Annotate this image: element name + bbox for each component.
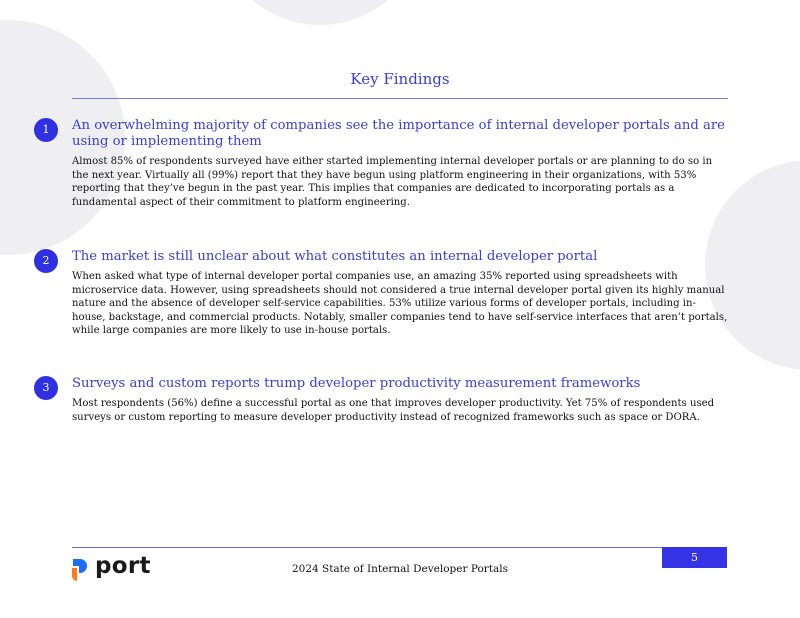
finding-heading: The market is still unclear about what constitutes an internal developer portal [72,249,598,264]
finding-1 [42,118,728,209]
finding-number-badge: 3 [34,376,58,400]
title-divider [72,98,728,99]
footer-document-title: 2024 State of Internal Developer Portals [291,563,509,575]
finding-body: When asked what type of internal developer portal companies use, an amazing 35% reported using spreadsheets with microservice data. However, using spreadsheets should not considered a true internal developer portal given its highly manual nature and the absence of developer self-service capabilities. 53% utilize various forms of developer portals, including in-house, backstage, and commercial products. Notably, smaller companies tend to have self-service interfaces that aren’t portals, while large companies are more likely to use in-house portals. [72,271,728,336]
logo-wordmark: port [95,553,151,579]
finding-heading: An overwhelming majority of companies see the importance of internal developer portals and are using or implementing them [72,118,725,149]
page-title: Key Findings [350,70,450,88]
finding-2 [42,249,728,338]
finding-heading: Surveys and custom reports trump developer productivity measurement frameworks [72,376,641,391]
finding-body: Most respondents (56%) define a successful portal as one that improves developer productivity. Yet 75% of respondents used surveys or custom reporting to measure developer productivity instead of recognized frameworks such as space or DORA. [72,398,715,423]
page-number: 5 [662,547,727,568]
footer-divider [72,547,662,548]
finding-body: Almost 85% of respondents surveyed have either started implementing internal developer portals or are planning to do so in the next year. Virtually all (99%) report that they have begun using platform engineering in their organizations, with 53% reporting that they’ve begun in the past year. This implies that companies are dedicated to incorporating portals as a fundamental aspect of their commitment to platform engineering. [72,156,713,208]
finding-3 [42,376,728,424]
finding-number-badge: 2 [34,249,58,273]
background-circle-top [215,0,425,25]
finding-number-badge: 1 [34,118,58,142]
